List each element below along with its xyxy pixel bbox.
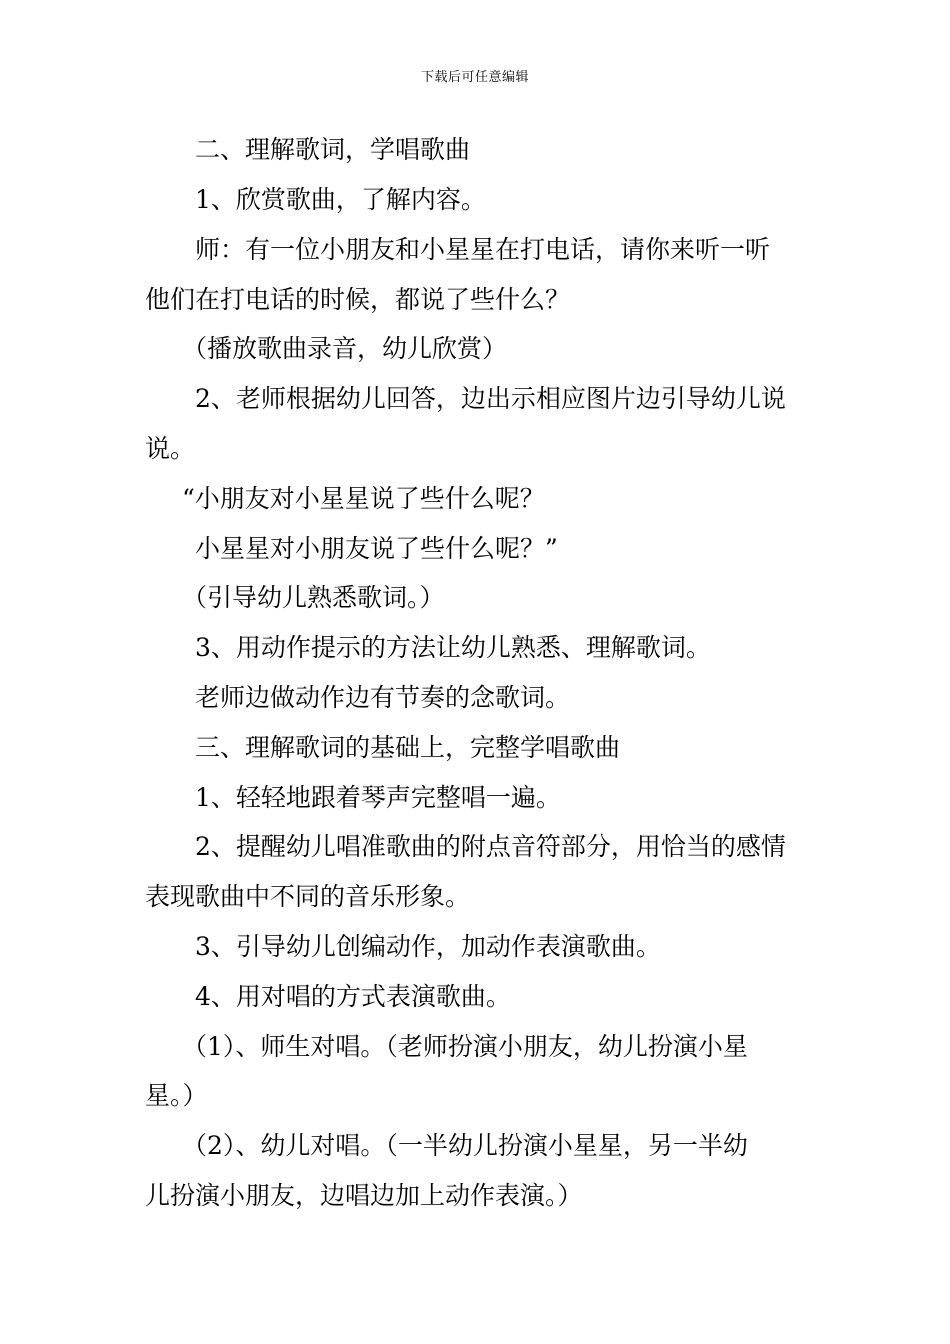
paragraph-line: （播放歌曲录音，幼儿欣赏）: [182, 334, 508, 363]
paragraph-line: （2）、幼儿对唱。（一半幼儿扮演小星星，另一半幼: [182, 1131, 748, 1160]
paragraph-line: 2、提醒幼儿唱准歌曲的附点音符部分，用恰当的感情: [195, 832, 786, 861]
paragraph-line: 1、轻轻地跟着琴声完整唱一遍。: [195, 783, 561, 812]
paragraph-line: “小朋友对小星星说了些什么呢？: [182, 484, 545, 513]
paragraph-line: 2、老师根据幼儿回答，边出示相应图片边引导幼儿说: [195, 384, 786, 413]
paragraph-line: 星。）: [145, 1081, 208, 1110]
paragraph-line: 老师边做动作边有节奏的念歌词。: [195, 683, 571, 712]
paragraph-line: 说。: [145, 434, 196, 463]
paragraph-line: （1）、师生对唱。（老师扮演小朋友，幼儿扮演小星: [182, 1032, 748, 1061]
paragraph-line: 小星星对小朋友说了些什么呢？”: [195, 534, 558, 563]
section-heading: 三、理解歌词的基础上，完整学唱歌曲: [195, 733, 621, 762]
paragraph-line: 1、欣赏歌曲，了解内容。: [195, 185, 486, 214]
paragraph-line: （引导幼儿熟悉歌词。）: [182, 583, 445, 612]
paragraph-line: 4、用对唱的方式表演歌曲。: [195, 982, 511, 1011]
section-heading: 二、理解歌词，学唱歌曲: [195, 135, 471, 164]
paragraph-line: 3、用动作提示的方法让幼儿熟悉、理解歌词。: [195, 633, 711, 662]
paragraph-line: 3、引导幼儿创编动作，加动作表演歌曲。: [195, 932, 661, 961]
paragraph-line: 儿扮演小朋友，边唱边加上动作表演。）: [145, 1181, 583, 1210]
paragraph-line: 他们在打电话的时候，都说了些什么？: [145, 285, 571, 314]
page-header: 下载后可任意编辑: [420, 70, 529, 85]
paragraph-line: 表现歌曲中不同的音乐形象。: [145, 882, 471, 911]
paragraph-line: 师：有一位小朋友和小星星在打电话，请你来听一听: [195, 235, 771, 264]
